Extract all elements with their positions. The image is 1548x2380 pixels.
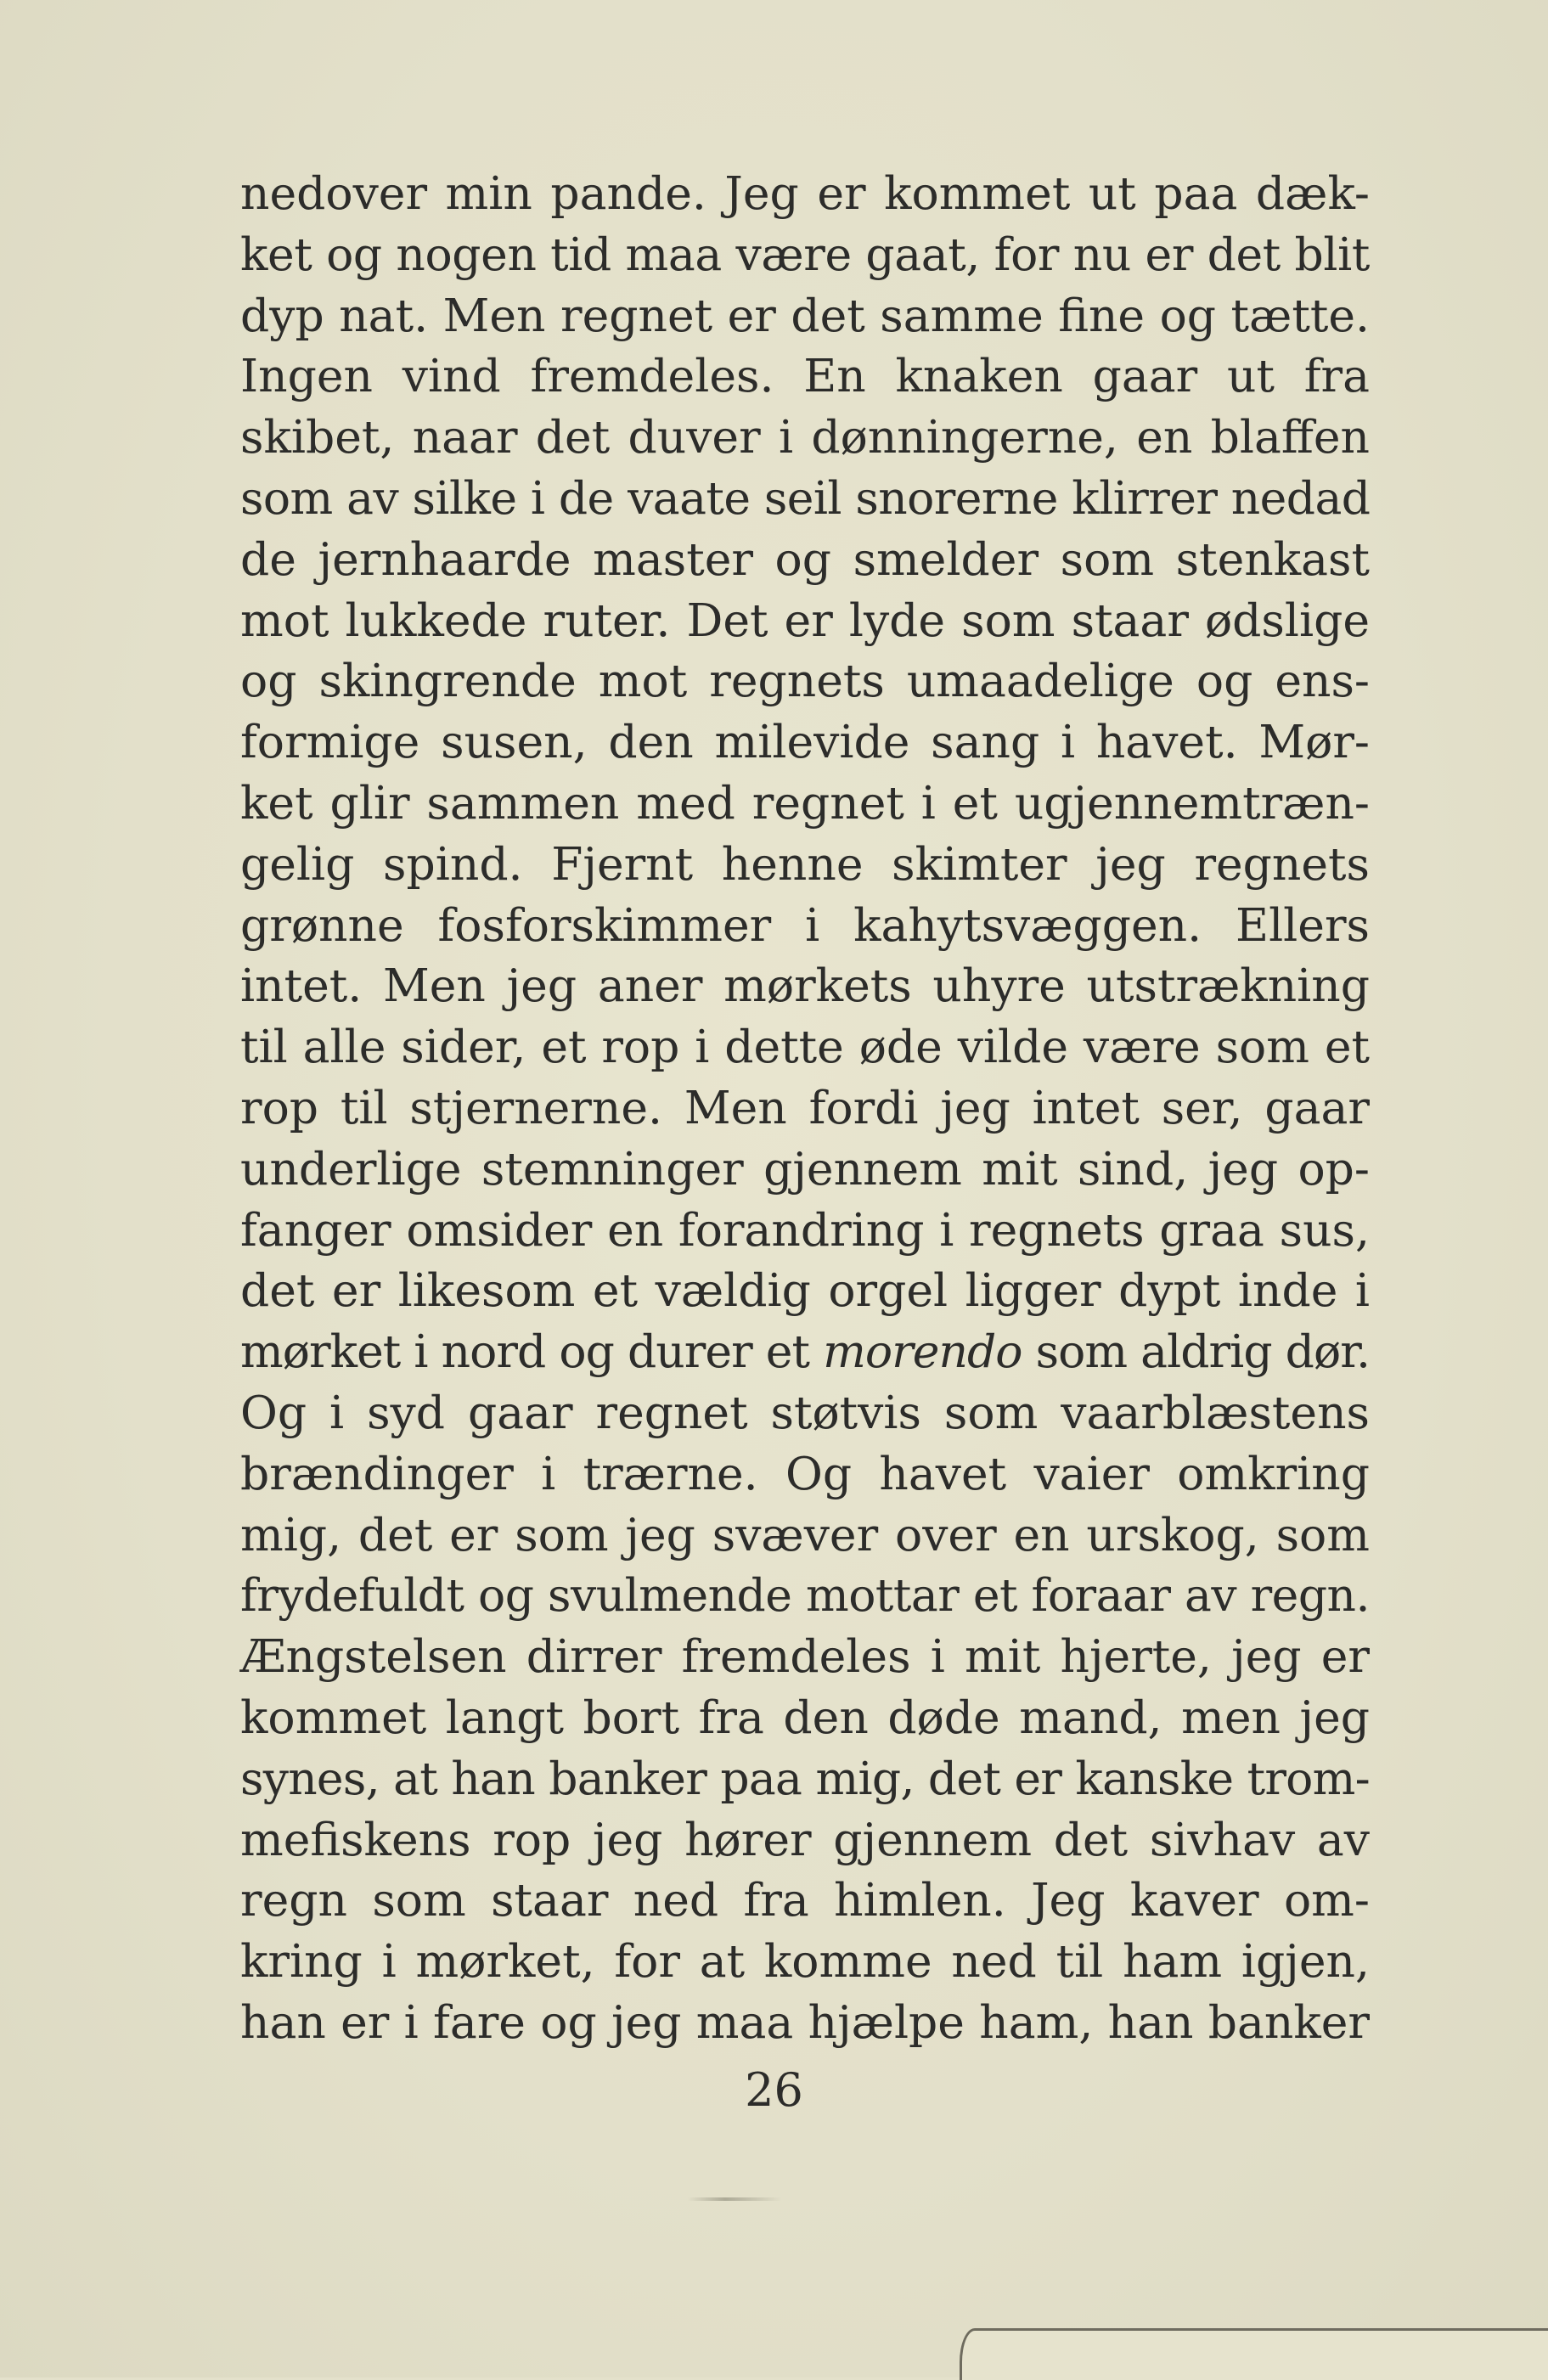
text-line: mot lukkede ruter. Det er lyde som staar ødslige [240,593,1370,647]
text-line: de jernhaarde master og smelder som stenkast [240,532,1370,586]
text-line: han er i fare og jeg maa hjælpe ham, han banker [240,1995,1370,2049]
page-corner-tab [960,2328,1548,2380]
text-line: Ængstelsen dirrer fremdeles i mit hjerte, jeg er [240,1629,1370,1684]
text-line: Og i syd gaar regnet støtvis som vaarblæstens [240,1385,1370,1439]
line-20-after: som aldrig dør. [1022,1325,1371,1379]
italic-morendo: morendo [823,1325,1022,1379]
paper-smudge [688,2197,781,2201]
text-line: som av silke i de vaate seil snorerne klirrer nedad [240,470,1371,525]
text-line: ket glir sammen med regnet i et ugjennemtræn- [240,775,1370,830]
text-line: intet. Men jeg aner mørkets uhyre utstrækning [240,959,1370,1013]
page-number: 26 [745,2063,803,2117]
text-line: kring i mørket, for at komme ned til ham igjen, [240,1934,1370,1989]
text-line: frydefuldt og svulmende mottar et foraar av regn. [240,1568,1370,1623]
text-line-with-italic [240,1321,1370,1382]
text-line: synes, at han banker paa mig, det er kanske trom- [240,1751,1370,1805]
text-line: Ingen vind fremdeles. En knaken gaar ut fra [240,349,1370,403]
text-line: mig, det er som jeg svæver over en urskog, som [240,1507,1370,1561]
text-line: formige susen, den milevide sang i havet. Mør- [240,715,1370,769]
text-line: og skingrende mot regnets umaadelige og ens- [240,654,1370,708]
text-line: brændinger i trærne. Og havet vaier omkring [240,1446,1370,1500]
text-line: mefiskens rop jeg hører gjennem det sivhav av [240,1812,1370,1866]
text-line: til alle sider, et rop i dette øde vilde være som et [240,1020,1370,1074]
text-line: fanger omsider en forandring i regnets graa sus, [240,1202,1370,1257]
text-line: nedover min pande. Jeg er kommet ut paa dæk- [240,166,1370,220]
body-text [240,163,1370,2053]
text-line: dyp nat. Men regnet er det samme fine og tætte. [240,288,1370,342]
text-line: gelig spind. Fjernt henne skimter jeg regnets [240,836,1370,891]
text-line: ket og nogen tid maa være gaat, for nu er det blit [240,227,1370,281]
text-line: det er likesom et vældig orgel ligger dypt inde i [240,1263,1370,1318]
text-line: grønne fosforskimmer i kahytsvæggen. Ellers [240,897,1370,952]
text-line: kommet langt bort fra den døde mand, men jeg [240,1690,1370,1744]
text-line: rop til stjernerne. Men fordi jeg intet ser, gaar [240,1080,1370,1134]
text-line: skibet, naar det duver i dønningerne, en blaffen [240,410,1370,464]
line-20-before: mørket i nord og durer et [240,1325,824,1379]
text-line: regn som staar ned fra himlen. Jeg kaver om- [240,1873,1370,1927]
text-line: underlige stemninger gjennem mit sind, jeg op- [240,1141,1370,1196]
